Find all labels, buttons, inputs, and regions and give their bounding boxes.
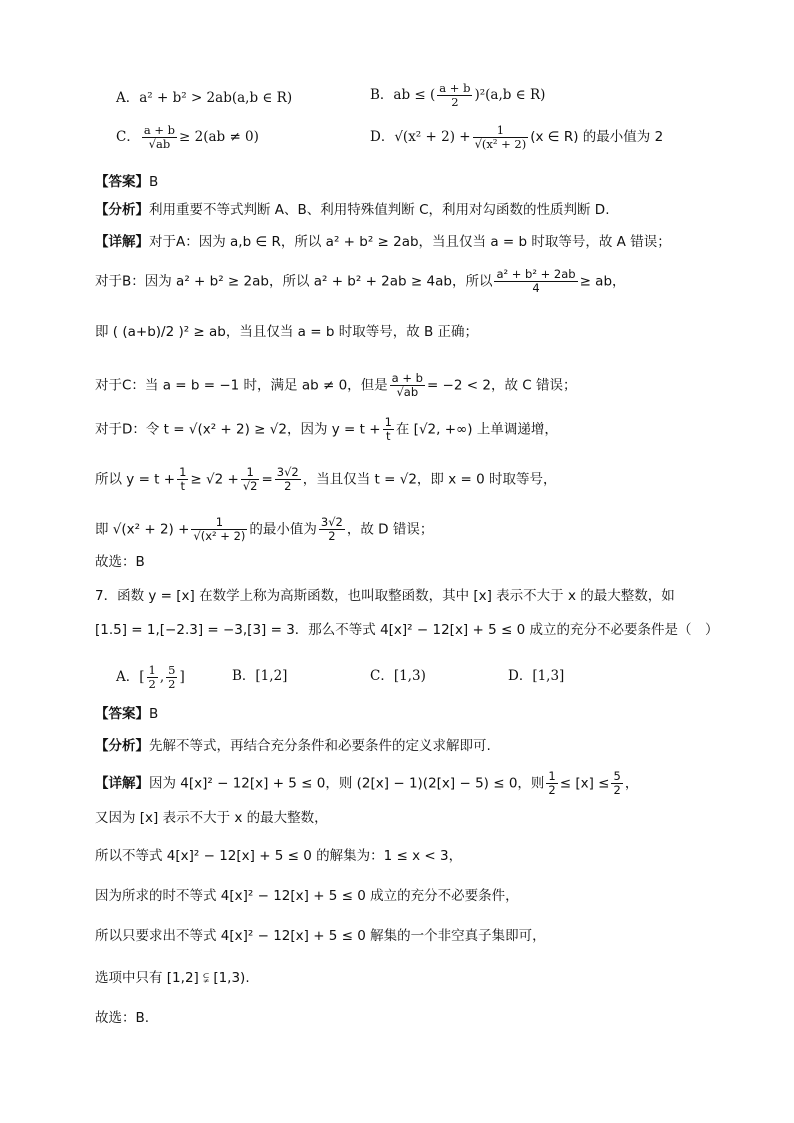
q6-option-b: B．ab ≤ ( $\frac{a + b}{2}$ )²(a,b ∈ R) <box>370 81 546 109</box>
q6-detail-line-1: 【详解】对于A：因为 a,b ∈ R，所以 a² + b² ≥ 2ab，当且仅当 a = b 时取等号，故 A 错误； <box>95 234 671 250</box>
q7-detail-line-4: 因为所求的时不等式 4[x]² − 12[x] + 5 ≤ 0 成立的充分不必要条件， <box>95 888 519 904</box>
q7-detail-line-2: 又因为 [x] 表示不大于 x 的最大整数， <box>95 810 328 826</box>
q6-detail-line-6: 所以 y = t + $\frac{1}{t}$ ≥ √2 + $\frac{1}{√2}$ = $\frac{3√2}{2}$ ，当且仅当 t = √2，即 x = 0 时取等号， <box>95 465 557 493</box>
q6-option-c: C． $\frac{a + b}{√ab}$ ≥ 2(ab ≠ 0) <box>116 123 259 151</box>
q6-detail-line-5: 对于D：令 t = √(x² + 2) ≥ √2，因为 y = t + $\frac{1}{t}$ 在 [√2, +∞) 上单调递增， <box>95 415 558 443</box>
q6-detail-line-7: 即 √(x² + 2) + $\frac{1}{\text{√(x² + 2)}}$ 的最小值为 $\frac{3√2}{2}$ ，故 D 错误； <box>95 515 434 543</box>
q6-detail-line-2: 对于B：因为 a² + b² ≥ 2ab，所以 a² + b² + 2ab ≥ 4ab，所以 $\frac{\text{a² + b² + 2ab}}{4}$ ≥ ab， <box>95 267 626 295</box>
q7-detail-line-3: 所以不等式 4[x]² − 12[x] + 5 ≤ 0 的解集为：1 ≤ x < 3， <box>95 848 463 864</box>
q7-answer: 【答案】B <box>95 706 159 722</box>
q6-conclusion: 故选：B <box>95 554 145 570</box>
q6-detail-line-3: 即 ( (a+b)/2 )² ≥ ab，当且仅当 a = b 时取等号，故 B 正确； <box>95 324 479 340</box>
q7-analysis: 【分析】先解不等式，再结合充分条件和必要条件的定义求解即可. <box>95 738 491 754</box>
q7-option-d: D．[1,3] <box>508 668 565 684</box>
q6-option-d: D．√(x² + 2) + $\frac{1}{\text{√(x² + 2)}}$ (x ∈ R) 的最小值为 2 <box>370 123 664 151</box>
q7-stem-line-1: 7．函数 y = [x] 在数学上称为高斯函数，也叫取整函数，其中 [x] 表示不大于 x 的最大整数，如 <box>95 588 675 604</box>
q7-conclusion: 故选：B. <box>95 1010 150 1026</box>
q7-stem-line-2: [1.5] = 1,[−2.3] = −3,[3] = 3．那么不等式 4[x]² − 12[x] + 5 ≤ 0 成立的充分不必要条件是（ ） <box>95 622 719 638</box>
q6-analysis: 【分析】利用重要不等式判断 A、B、利用特殊值判断 C，利用对勾函数的性质判断 D. <box>95 202 610 218</box>
q7-option-a: A．[ $\frac{1}{2}$ , $\frac{5}{2}$ ] <box>116 663 185 691</box>
q6-option-a: A．a² + b² > 2ab(a,b ∈ R) <box>116 90 293 106</box>
q6-detail-line-4: 对于C：当 a = b = −1 时，满足 ab ≠ 0，但是 $\frac{a + b}{√ab}$ = −2 < 2，故 C 错误； <box>95 371 577 399</box>
q7-detail-line-5: 所以只要求出不等式 4[x]² − 12[x] + 5 ≤ 0 解集的一个非空真子集即可， <box>95 928 546 944</box>
q7-detail-line-6: 选项中只有 [1,2] ⫋ [1,3). <box>95 970 250 986</box>
q6-answer: 【答案】B <box>95 174 159 190</box>
q7-option-b: B．[1,2] <box>232 668 288 684</box>
q7-detail-line-1: 【详解】因为 4[x]² − 12[x] + 5 ≤ 0，则 (2[x] − 1)(2[x] − 5) ≤ 0，则 $\frac{1}{2}$ ≤ [x] ≤ $\frac{5}{2}$ ， <box>95 769 639 797</box>
q7-option-c: C．[1,3) <box>370 668 426 684</box>
